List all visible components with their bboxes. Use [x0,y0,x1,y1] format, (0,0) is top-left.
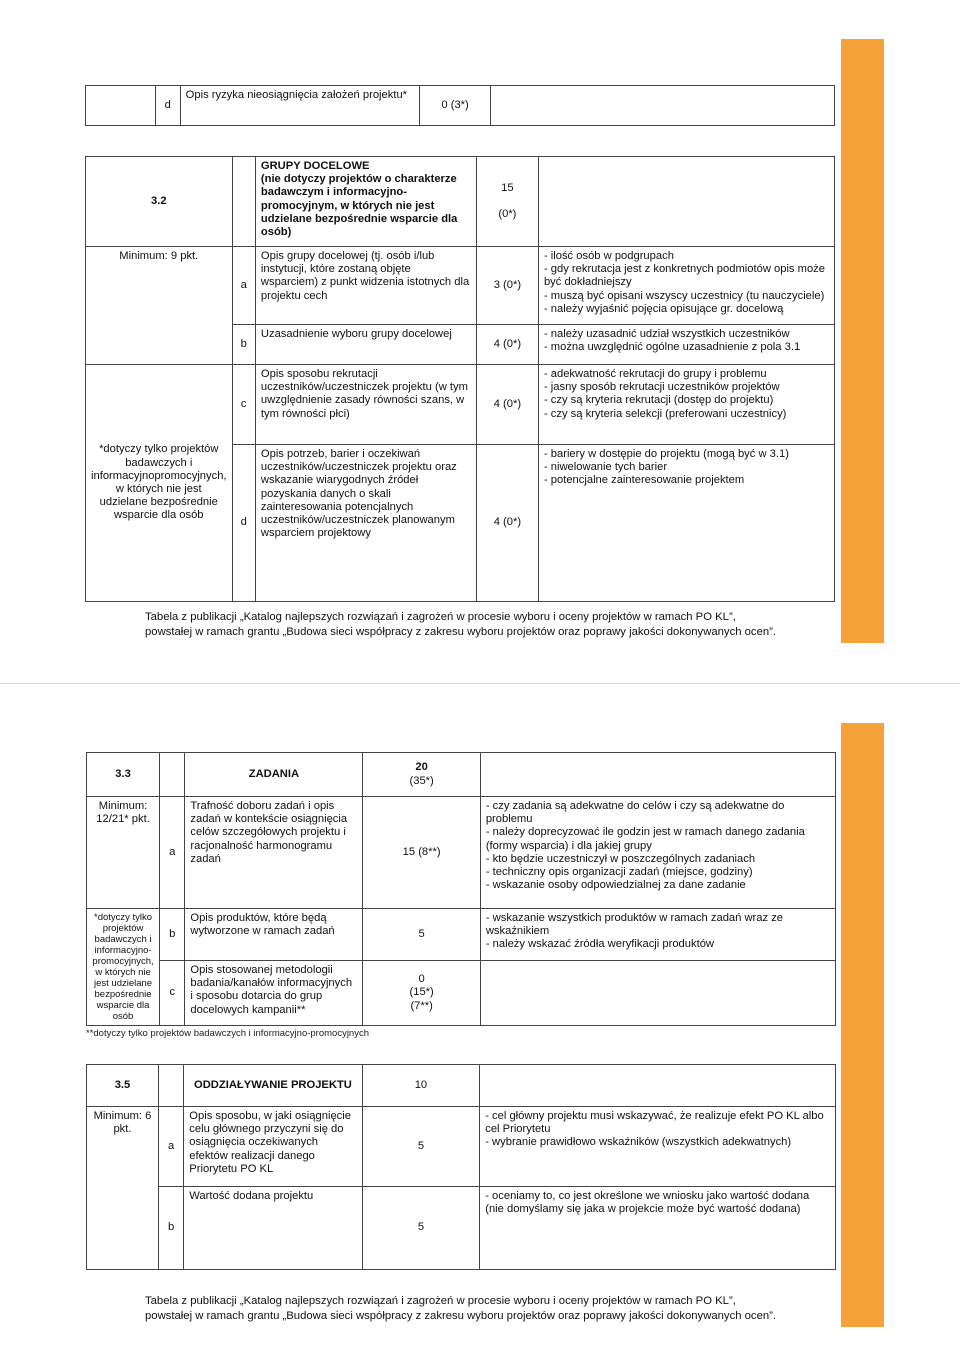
row-description: Opis produktów, które będą wytworzone w ramach zadań [185,909,363,961]
caption: Tabela z publikacji „Katalog najlepszych rozwiązań i zagrożeń w procesie wyboru i oceny projektów w ramach PO KL”, powstałej w ramach grantu „Budowa sieci współpracy z zakresu wyboru projektów oraz poprawy jakości dokonywanych ocen”. [145,1295,777,1322]
section-footnote: *dotyczy tylko projektów badawczych i informacyjnopromocyjnych, w których nie jest udzielane bezpośrednie wsparcie dla osób [86,365,233,602]
row-points: 5 [362,1187,480,1270]
row-comments: - cel główny projektu musi wskazywać, że realizuje efekt PO KL albo cel Priorytetu - wybranie prawidłowo wskaźników (wszystkich adekwatnych) [480,1107,836,1187]
row-letter: a [232,247,255,325]
minimum-points: Minimum: 9 pkt. [86,247,233,365]
row-description: Opis sposobu, w jaki osiągnięcie celu głównego przyczyni się do osiągnięcia oczekiwanych efektów realizacji danego Priorytetu PO KL [184,1107,362,1187]
row-letter: c [160,961,185,1026]
section-number: 3.2 [86,157,233,247]
section-title-note: (nie dotyczy projektów o charakterze badawczym i informacyjno-promocyjnym, w których nie jest udzielane bezpośrednie wsparcie dla osób) [260,173,458,239]
row-description: Opis sposobu rekrutacji uczestników/uczestniczek projektu (w tym uwzględnienie zasady równości szans, w tym równości płci) [255,365,476,445]
row-comments: - wskazanie wszystkich produktów w ramach zadań wraz ze wskaźnikiem - należy wskazać źródła weryfikacji produktów [480,909,835,961]
row-points: 5 [363,909,480,961]
row-letter: b [232,325,255,365]
minimum-points: Minimum: 12/21* pkt. [87,797,160,909]
section-points: 20 [415,761,428,774]
row-letter: b [160,909,185,961]
section-title: GRUPY DOCELOWE [260,160,370,172]
row-comments: - ilość osób w podgrupach - gdy rekrutacja jest z konkretnych podmiotów opis może być dokładniejszy - muszą być opisani wszyscy uczestnicy (tu nauczyciele) - należy wyjaśnić pojęcia opisujące gr. docelową [538,247,834,325]
row-points: 5 [362,1107,480,1187]
row-letter: d [155,86,180,126]
row-comments: - adekwatność rekrutacji do grupy i problemu - jasny sposób rekrutacji uczestników projektów - czy są kryteria rekrutacji (dostęp do projektu) - czy są kryteria selekcji (preferowani uczestnicy) [538,365,834,445]
row-letter: b [158,1187,183,1270]
section-points: 10 [362,1065,480,1107]
row-letter: c [232,365,255,445]
section-number: 3.5 [87,1065,159,1107]
minimum-points: Minimum: 6 pkt. [87,1107,159,1270]
row-points: 4 (0*) [476,445,538,602]
row-description: Trafność doboru zadań i opis zadań w kontekście osiągnięcia celów szczegółowych projektu i racjonalność harmonogramu zadań [185,797,363,909]
page-2 [0,684,960,1367]
row-description: Wartość dodana projektu [184,1187,362,1270]
orange-sidebar [841,723,884,1327]
section-footnote: *dotyczy tylko projektów badawczych i informacyjno-promocyjnych, w których nie jest udzielane bezpośrednie wsparcie dla osób [87,909,160,1026]
section-3-5-table [86,1064,836,1270]
section-3-2-table [85,156,835,602]
section-title: ZADANIA [185,753,363,797]
section-points-alt: (35*) [409,774,434,787]
section-number: 3.3 [87,753,160,797]
section-points-alt: (0*) [498,208,517,221]
row-points: 0 [418,973,425,986]
row-comments: - czy zadania są adekwatne do celów i czy są adekwatne do problemu - należy doprecyzować ile godzin jest w ramach danego zadania (formy wsparcia) i dla jakiej grupy - kto będzie uczestniczył w poszczególnych zadaniach - techniczny opis organizacji zadań (miejsce, godziny) - wskazanie osoby odpowiedzialnej za dane zadanie [480,797,835,909]
row-description: Opis grupy docelowej (tj. osób i/lub instytucji, które zostaną objęte wsparciem) z punkt widzenia istotnych dla projektu cech [255,247,476,325]
table-note: **dotyczy tylko projektów badawczych i informacyjno-promocyjnych [86,1028,370,1039]
row-description: Opis potrzeb, barier i oczekiwań uczestników/uczestniczek projektu oraz wskazanie wiarygodnych źródeł pozyskania danych o skali zainteresowania potencjalnych uczestników/uczestniczek planowanym wsparciem projektowy [255,445,476,602]
row-points: 0 (3*) [420,86,490,126]
orange-sidebar [841,39,884,643]
caption: Tabela z publikacji „Katalog najlepszych rozwiązań i zagrożeń w procesie wyboru i oceny projektów w ramach PO KL”, powstałej w ramach grantu „Budowa sieci współpracy z zakresu wyboru projektów oraz poprawy jakości dokonywanych ocen”. [145,611,777,638]
row-comments: - bariery w dostępie do projektu (mogą być w 3.1) - niwelowanie tych barier - potencjalne zainteresowanie projektem [538,445,834,602]
row-letter: a [160,797,185,909]
row-letter: d [232,445,255,602]
row-d-risk-table [85,85,835,126]
row-points: 4 (0*) [476,325,538,365]
section-3-3-table: 3.3 ZADANIA 20 (35*) Minimum: 12/21* pkt. a Trafność doboru zadań i opis zadań w kontekście osiągnięcia celów szczegółowych projektu i racjonalność harmonogramu zadań 15 (8**) - czy zadania są adekwatne do celów i czy są adekwatne do problemu - należy doprecyzować ile godzin jest w ramach danego zadania (formy wsparcia) i dla jakiej grupy - kto będzie uczestniczył w poszczególnych zadaniach - techniczny opis organizacji zadań (miejsce, godziny) - wskazanie osoby odpowiedzialnej za dane zadanie *dotyczy tylko projektów badawczych i informacyjno-promocyjnych, w których nie jest udzielane bezpośrednie wsparcie dla osób b Opis produktów, które będą wytworzone w ramach zadań 5 - wskazanie wszystkich produktów w ramach zadań wraz ze wskaźnikiem - należy wskazać źródła weryfikacji produktów c Opis stosowanej metodologii badania/kanałów informacyjnych i sposobu dotarcia do grup docelowych kampanii** 0 (15*) (7**) [86,752,836,1026]
section-title: ODDZIAŁYWANIE PROJEKTU [184,1065,362,1107]
row-description: Opis stosowanej metodologii badania/kanałów informacyjnych i sposobu dotarcia do grup docelowych kampanii** [185,961,363,1026]
row-comments: - oceniamy to, co jest określone we wniosku jako wartość dodana (nie domyślamy się jaka w projekcie może być wartość dodana) [480,1187,836,1270]
row-points: 4 (0*) [476,365,538,445]
row-description: Uzasadnienie wyboru grupy docelowej [255,325,476,365]
row-letter: a [158,1107,183,1187]
row-comments: - należy uzasadnić udział wszystkich uczestników - można uwzględnić ogólne uzasadnienie z pola 3.1 [538,325,834,365]
row-description: Opis ryzyka nieosiągnięcia założeń projektu* [180,86,420,126]
row-points: 3 (0*) [476,247,538,325]
row-points: 15 (8**) [363,797,480,909]
section-points: 15 [501,181,514,194]
